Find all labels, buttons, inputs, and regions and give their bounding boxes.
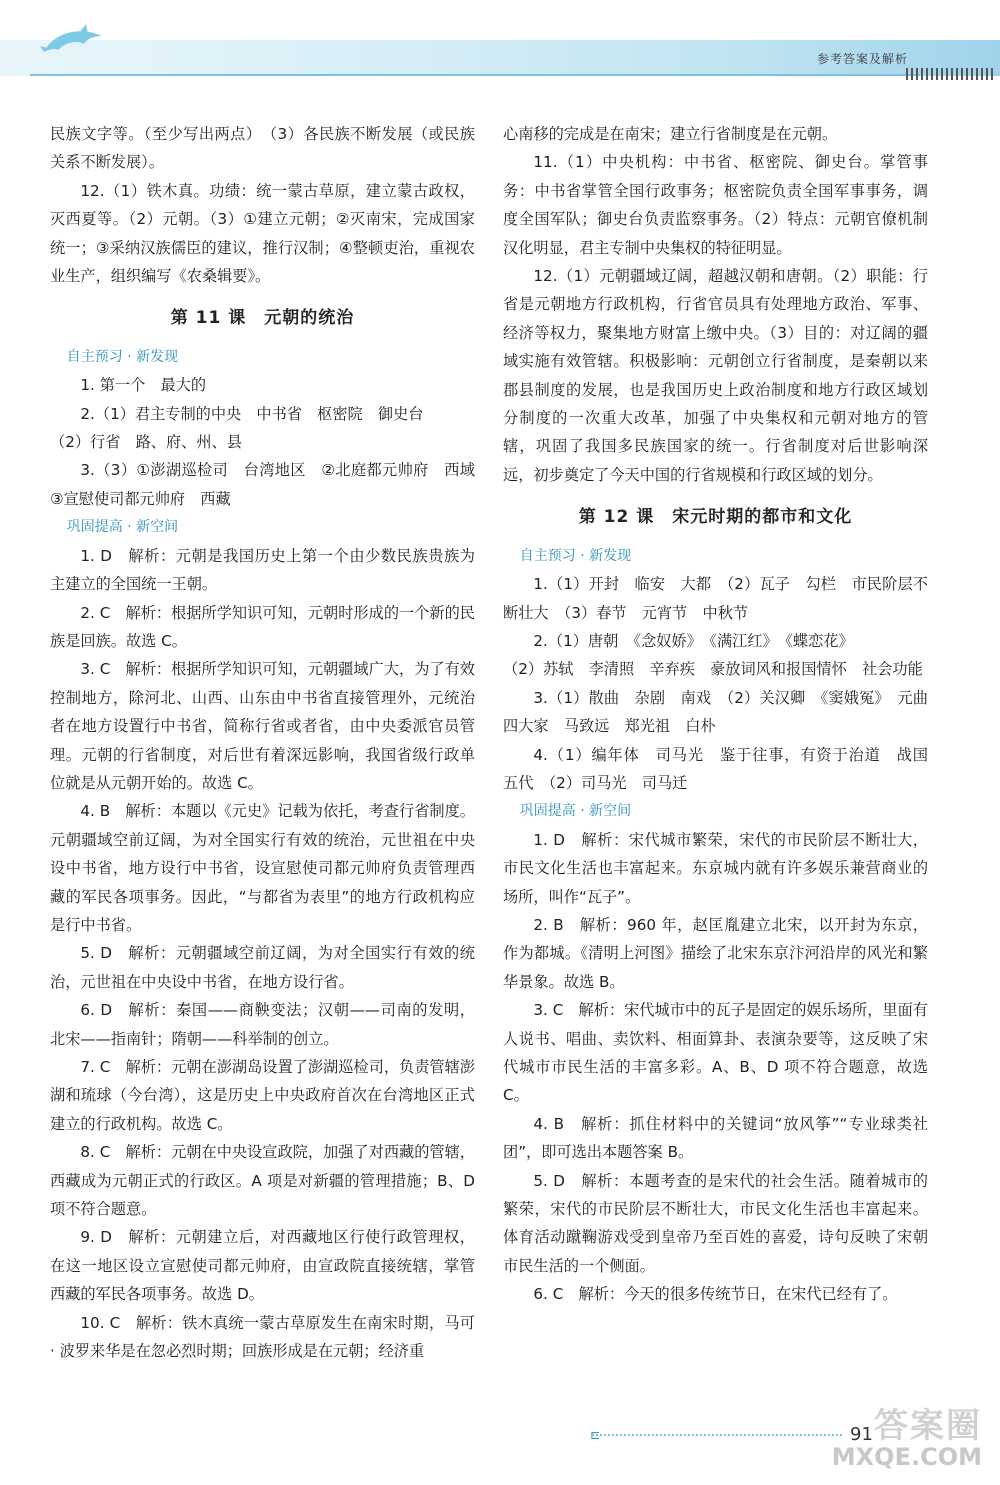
answer-paragraph: 心南移的完成是在南宋；建立行省制度是在元朝。 xyxy=(503,125,838,143)
answer-paragraph: 民族文字等。（至少写出两点） （3）各民族不断发展（或民族关系不断发展）。 xyxy=(50,125,475,172)
running-header: 参考答案及解析 xyxy=(816,52,908,66)
barcode-decoration xyxy=(906,68,994,80)
answer-paragraph: 3.（1）散曲 杂剧 南戏 （2）关汉卿 《窦娥冤》 元曲四大家 马致远 郑光祖 白朴 xyxy=(503,688,928,736)
section-heading: 巩固提高 · 新空间 xyxy=(519,803,632,820)
lesson-title: 第 11 课 元朝的统治 xyxy=(170,308,355,329)
answer-paragraph: 2.（1）君主专制的中央 中书省 枢密院 御史台 xyxy=(80,404,424,423)
answer-paragraph: 6. D 解析：秦国——商鞅变法；汉朝——司南的发明，北宋——指南针；隋朝——科举制的创立。 xyxy=(50,1001,475,1048)
answer-paragraph: （2）苏轼 李清照 辛弃疾 豪放词风和报国情怀 社会功能 xyxy=(503,660,923,679)
answer-paragraph: 4. B 解析：本题以《元史》记载为依托，考查行省制度。元朝疆域空前辽阔，为对全国实行有效的统治，元世祖在中央设中书省，地方设行中书省，设宣慰使司都元帅府负责管理西藏的军民各项事务。因此，“与都省为表里”的地方行政机构应是行中书省。 xyxy=(50,802,475,934)
section-heading: 自主预习 · 新发现 xyxy=(519,547,632,564)
answer-paragraph: 5. D 解析：元朝疆域空前辽阔，为对全国实行有效的统治，元世祖在中央设中书省，在地方设行省。 xyxy=(50,944,475,991)
section-heading: 巩固提高 · 新空间 xyxy=(66,519,179,536)
answer-paragraph: 5. D 解析：本题考查的是宋代的社会生活。随着城市的繁荣，宋代的市民阶层不断壮大，市民文化生活也丰富起来。体育活动蹴鞠游戏受到皇帝乃至百姓的喜爱，诗句反映了宋朝市民生活的一个侧面。 xyxy=(503,1171,928,1275)
answer-paragraph: 6. C 解析：今天的很多传统节日，在宋代已经有了。 xyxy=(533,1285,898,1304)
answer-paragraph: 11.（1）中央机构：中书省、枢密院、御史台。掌管事务：中书省掌管全国行政事务；枢密院负责全国军事事务，调度全国军队；御史台负责监察事务。（2）特点：元朝官僚机制汉化明显，君主专制中央集权的特征明显。 xyxy=(503,153,928,257)
answer-paragraph: 9. D 解析：元朝建立后，对西藏地区行使行政管理权，在这一地区设立宣慰使司都元帅府，由宣政院直接统辖，掌管西藏的军民各项事务。故选 D。 xyxy=(50,1228,475,1304)
answer-paragraph: 4. B 解析：抓住材料中的关键词“放风筝”“专业球类社团”，即可选出本题答案 B。 xyxy=(503,1114,928,1162)
watermark-top-text: 答案圈 xyxy=(874,1406,982,1446)
answer-paragraph: 4.（1）编年体 司马光 鉴于往事，有资于治道 战国 五代 （2）司马光 司马迁 xyxy=(503,745,944,792)
answer-paragraph: （2）行省 路、府、州、县 xyxy=(50,433,242,452)
answer-paragraph: 1. 第一个 最大的 xyxy=(80,376,207,395)
answer-paragraph: 3. C 解析：宋代城市中的瓦子是固定的娱乐场所，里面有人说书、唱曲、卖饮料、相面算卦、表演杂要等，这反映了宋代城市市民生活的丰富多彩。A、B、D 项不符合题意，故选 C。 xyxy=(503,1001,928,1105)
header-rule xyxy=(30,74,920,76)
footer-dotted-line xyxy=(592,1434,842,1436)
answer-paragraph: 1.（1）开封 临安 大都 （2）瓦子 勾栏 市民阶层不断壮大 （3）春节 元宵节 中秋节 xyxy=(503,575,928,622)
dolphin-logo-icon xyxy=(40,22,110,62)
right-column xyxy=(503,120,944,1309)
answer-paragraph: 2. C 解析：根据所学知识可知，元朝时形成的一个新的民族是回族。故选 C。 xyxy=(50,603,475,650)
answer-paragraph: 3. C 解析：根据所学知识可知，元朝疆域广大，为了有效控制地方，除河北、山西、山东由中书省直接管理外，元统治者在地方设置行中书省，简称行省或者省，由中央委派官员管理。元朝的行省制度，对后世有着深远影响，我国省级行政单位就是从元朝开始的。故选 C。 xyxy=(50,660,475,792)
page-number: 91 xyxy=(850,1424,873,1445)
answer-paragraph: 12.（1）铁木真。功绩：统一蒙古草原，建立蒙古政权，灭西夏等。（2）元朝。（3）①建立元朝；②灭南宋，完成国家统一；③采纳汉族儒臣的建议，推行汉制；④整顿吏治，重视农业生产，组织编写《农桑辑要》。 xyxy=(50,181,475,286)
answer-paragraph: 10. C 解析：铁木真统一蒙古草原发生在南宋时期，马可 · 波罗来华是在忽必烈时期；回族形成是在元朝；经济重 xyxy=(50,1313,475,1361)
watermark-bottom-text: MXQE.COM xyxy=(831,1443,982,1471)
answer-paragraph: 12.（1）元朝疆域辽阔，超越汉朝和唐朝。（2）职能：行省是元朝地方行政机构，行省官员具有处理地方政治、军事、经济等权力，聚集地方财富上缴中央。（3）目的：对辽阔的疆域实施有效管辖。积极影响：元朝创立行省制度，是秦朝以来郡县制度的发展，也是我国历史上政治制度和地方行政区域划分制度的一次重大改革，加强了中央集权和元朝对地方的管辖，巩固了我国多民族国家的统一。行省制度对后世影响深远，初步奠定了今天中国的行省规模和行政区域的划分。 xyxy=(503,267,928,484)
answer-paragraph: 8. C 解析：元朝在中央设宣政院，加强了对西藏的管辖，西藏成为元朝正式的行政区。A 项是对新疆的管理措施；B、D 项不符合题意。 xyxy=(50,1143,475,1219)
footer-bracket-icon: ⊏ xyxy=(590,1428,601,1442)
answer-paragraph: 3.（3）①澎湖巡检司 台湾地区 ②北庭都元帅府 西域 ③宣慰使司都元帅府 西藏 xyxy=(50,461,491,508)
left-column xyxy=(50,120,491,1365)
answer-paragraph: 7. C 解析：元朝在澎湖岛设置了澎湖巡检司，负责管辖澎湖和琉球（今台湾），这是历史上中央政府首次在台湾地区正式建立的行政机构。故选 C。 xyxy=(50,1058,475,1133)
answer-paragraph: 2.（1）唐朝 《念奴娇》 《满江红》 《蝶恋花》 xyxy=(533,631,854,650)
watermark-logo xyxy=(814,1398,982,1478)
answer-paragraph: 2. B 解析：960 年，赵匡胤建立北宋，以开封为东京，作为都城。《清明上河图》描绘了北宋东京汴河沿岸的风光和繁华景象。故选 B。 xyxy=(503,915,928,991)
section-heading: 自主预习 · 新发现 xyxy=(66,348,179,365)
answer-paragraph: 1. D 解析：宋代城市繁荣，宋代的市民阶层不断壮大，市民文化生活也丰富起来。东京城内就有许多娱乐兼营商业的场所，叫作“瓦子”。 xyxy=(503,830,928,906)
lesson-title: 第 12 课 宋元时期的都市和文化 xyxy=(578,507,853,528)
page-header xyxy=(0,0,1000,100)
answer-paragraph: 1. D 解析：元朝是我国历史上第一个由少数民族贵族为主建立的全国统一王朝。 xyxy=(50,546,475,594)
